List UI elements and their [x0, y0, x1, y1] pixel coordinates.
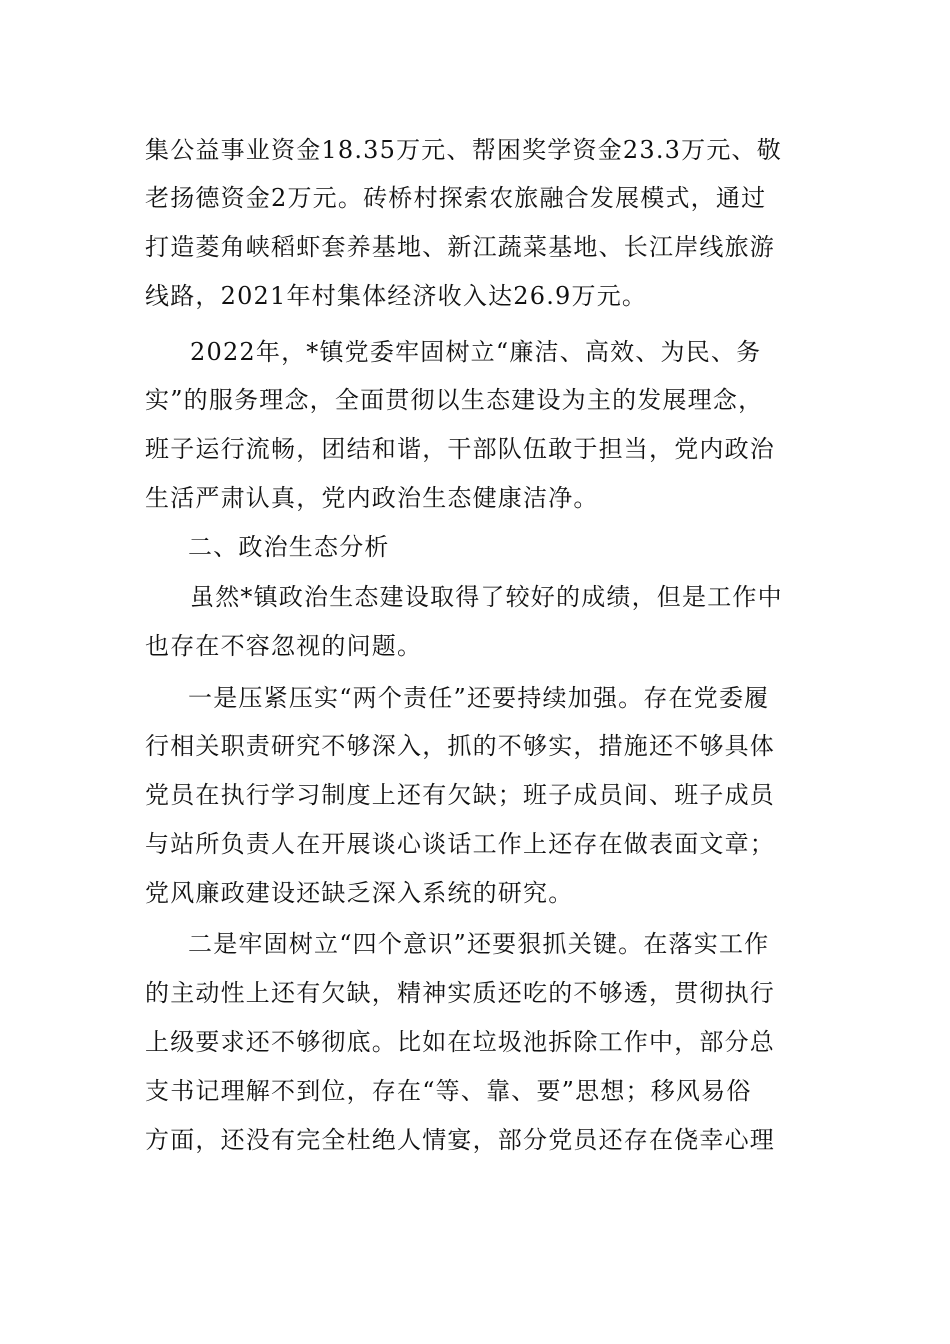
- paragraph-line: 班子运行流畅，团结和谐，干部队伍敢于担当，党内政治: [145, 435, 775, 463]
- section-heading: 二、政治生态分析: [188, 533, 390, 561]
- paragraph-line: 行相关职责研究不够深入，抓的不够实，措施还不够具体: [145, 732, 775, 760]
- paragraph-line: 集公益事业资金18.35万元、帮困奖学资金23.3万元、敬: [145, 136, 782, 164]
- paragraph-line: 线路，2021年村集体经济收入达26.9万元。: [145, 282, 648, 310]
- paragraph-line: 党风廉政建设还缺乏深入系统的研究。: [145, 879, 574, 907]
- paragraph-line: 党员在执行学习制度上还有欠缺；班子成员间、班子成员: [145, 781, 775, 809]
- paragraph-line: 也存在不容忽视的问题。: [145, 632, 423, 660]
- paragraph-line: 上级要求还不够彻底。比如在垃圾池拆除工作中，部分总: [145, 1028, 775, 1056]
- paragraph-line: 虽然*镇政治生态建设取得了较好的成绩，但是工作中: [190, 583, 783, 611]
- paragraph-line: 打造菱角峡稻虾套养基地、新江蔬菜基地、长江岸线旅游: [145, 233, 775, 261]
- paragraph-line: 方面，还没有完全杜绝人情宴，部分党员还存在侥幸心理: [145, 1126, 775, 1154]
- paragraph-line: 的主动性上还有欠缺，精神实质还吃的不够透，贯彻执行: [145, 979, 775, 1007]
- paragraph-line: 支书记理解不到位，存在“等、靠、要”思想；移风易俗: [145, 1077, 752, 1105]
- paragraph-line: 一是压紧压实“两个责任”还要持续加强。存在党委履: [188, 684, 770, 712]
- paragraph-line: 与站所负责人在开展谈心谈话工作上还存在做表面文章；: [145, 830, 775, 858]
- paragraph-line: 二是牢固树立“四个意识”还要狠抓关键。在落实工作: [188, 930, 770, 958]
- paragraph-line: 2022年，*镇党委牢固树立“廉洁、高效、为民、务: [190, 338, 762, 366]
- paragraph-line: 老扬德资金2万元。砖桥村探索农旅融合发展模式，通过: [145, 184, 767, 212]
- paragraph-line: 实”的服务理念，全面贯彻以生态建设为主的发展理念，: [145, 386, 764, 414]
- paragraph-line: 生活严肃认真，党内政治生态健康洁净。: [145, 484, 599, 512]
